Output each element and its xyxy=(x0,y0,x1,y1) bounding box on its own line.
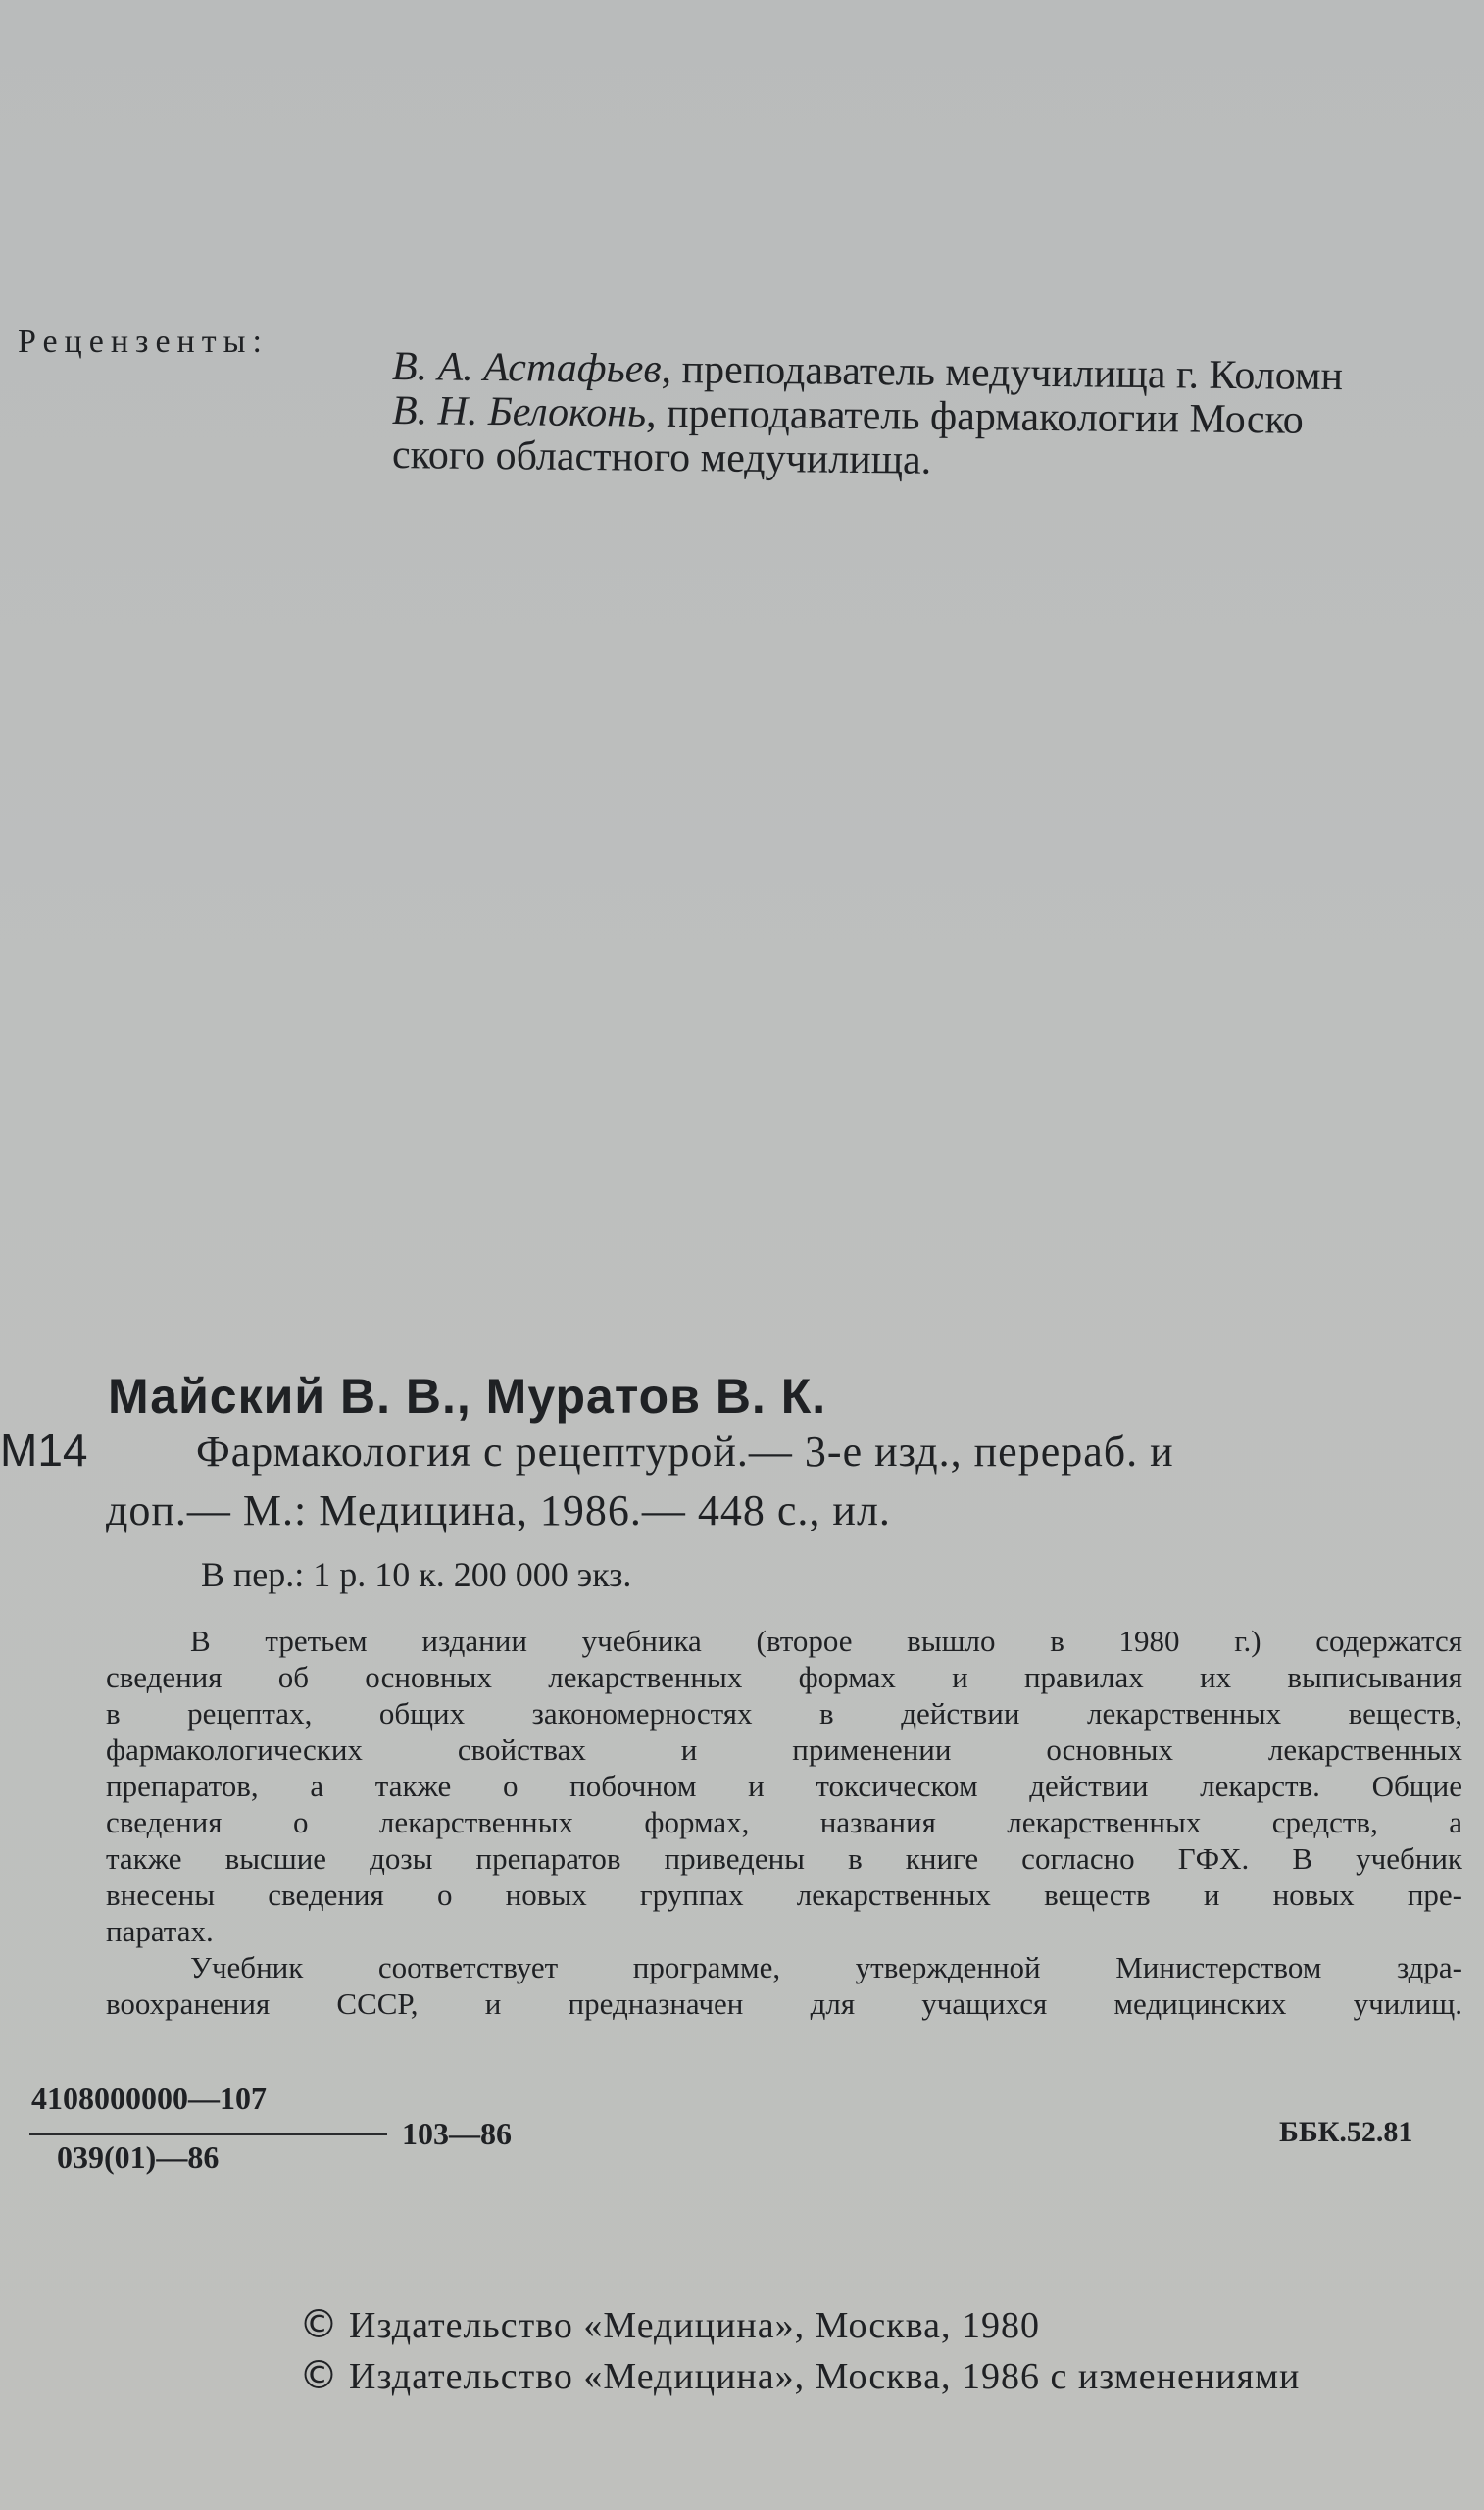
annotation-line: паратах. xyxy=(106,1914,214,1948)
catalog-bib-line-2: доп.— М.: Медицина, 1986.— 448 с., ил. xyxy=(106,1486,891,1534)
copyright-text-2: Издательство «Медицина», Москва, 1986 с изменениями xyxy=(349,2356,1301,2397)
classification-denominator: 039(01)—86 xyxy=(57,2139,220,2175)
annotation-line: воохранения СССР, и предназначен для учащихся медицинских училищ. xyxy=(106,1986,1462,2021)
annotation-line: сведения об основных лекарственных формах и правилах их выписывания xyxy=(106,1660,1462,1694)
reviewer-text-3: ского областного медучилища. xyxy=(391,432,932,483)
annotation-line: сведения о лекарственных формах, названия лекарственных средств, а xyxy=(106,1805,1462,1839)
catalog-bib-line-1: Фармакология с рецептурой.— 3-е изд., перераб. и xyxy=(196,1428,1174,1476)
reviewers-label: Рецензенты: xyxy=(18,324,269,360)
annotation xyxy=(106,1623,1462,2022)
fraction-rule xyxy=(29,2134,387,2135)
reviewer-text-2: , преподаватель фармакологии Моско xyxy=(645,390,1304,443)
copyright-text-1: Издательство «Медицина», Москва, 1980 xyxy=(349,2305,1041,2346)
catalog-price: В пер.: 1 р. 10 к. 200 000 экз. xyxy=(201,1555,632,1594)
reviewer-name-1: В. А. Астафьев xyxy=(391,344,662,392)
annotation-line: В третьем издании учебника (второе вышло в 1980 г.) содержатся xyxy=(190,1624,1462,1658)
annotation-line: в рецептах, общих закономерностях в действии лекарственных веществ, xyxy=(106,1696,1462,1731)
copyright-icon: © xyxy=(299,2302,339,2347)
reviewer-text-1: , преподаватель медучилища г. Коломн xyxy=(661,346,1344,400)
annotation-line: также высшие дозы препаратов приведены в книге согласно ГФХ. В учебник xyxy=(106,1841,1462,1876)
copyright-line-2 xyxy=(299,2353,1300,2398)
annotation-line: внесены сведения о новых группах лекарственных веществ и новых пре- xyxy=(106,1878,1462,1912)
bbk-code: ББК.52.81 xyxy=(1279,2116,1413,2148)
classification-numerator: 4108000000—107 xyxy=(31,2081,267,2116)
annotation-line: препаратов, а также о побочном и токсическом действии лекарств. Общие xyxy=(106,1769,1462,1803)
annotation-line: фармакологических свойствах и применении основных лекарственных xyxy=(106,1732,1462,1767)
annotation-line: Учебник соответствует программе, утвержденной Министерством здра- xyxy=(190,1950,1462,1984)
reviewer-line-3 xyxy=(392,431,932,484)
classification-suffix: 103—86 xyxy=(402,2116,512,2151)
copyright-line-1 xyxy=(299,2302,1040,2347)
reviewer-name-2: В. Н. Белоконь xyxy=(391,388,647,436)
copyright-icon: © xyxy=(299,2353,339,2398)
catalog-code: М14 xyxy=(0,1425,88,1476)
catalog-authors: Майский В. В., Муратов В. К. xyxy=(108,1369,827,1424)
